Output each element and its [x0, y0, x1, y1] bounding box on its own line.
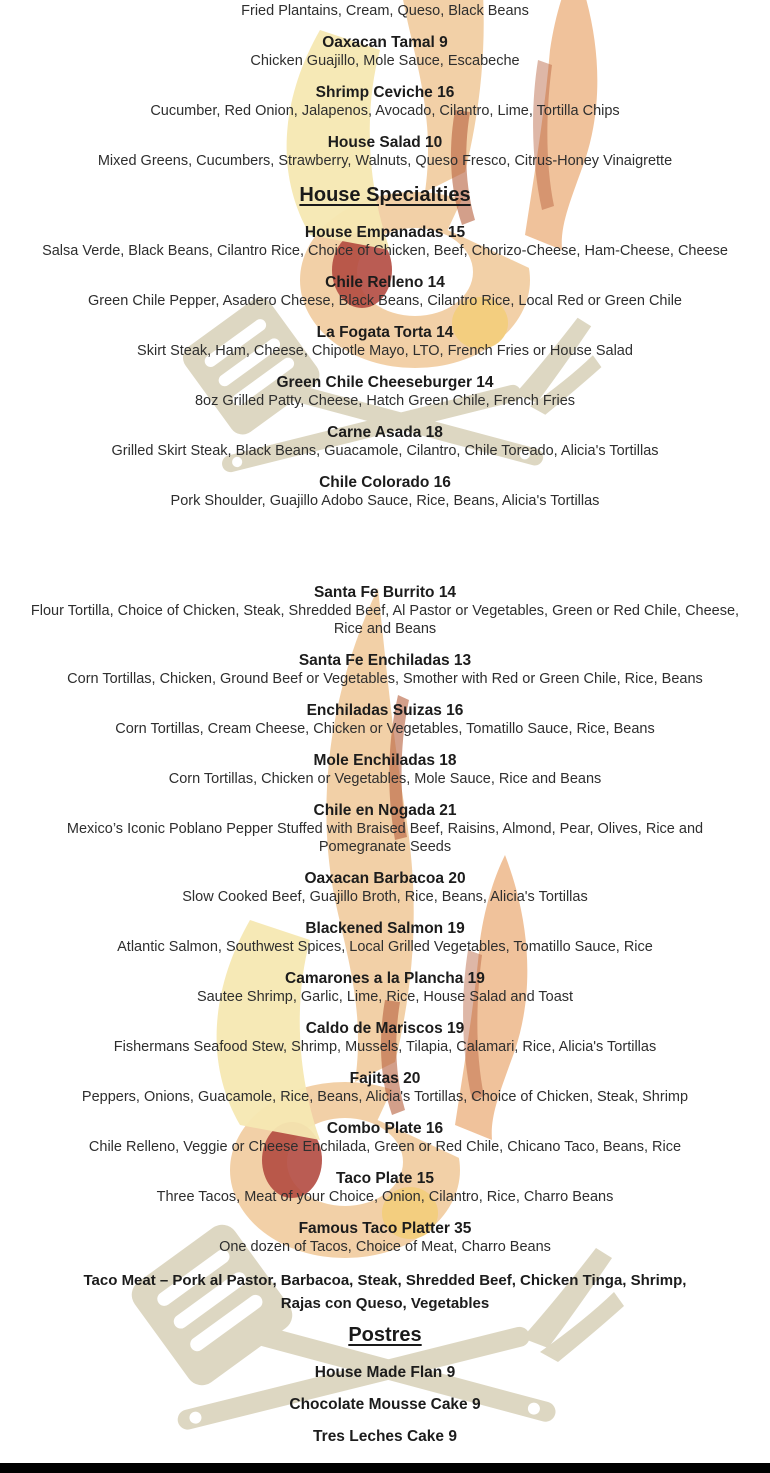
- menu-item-name: Tres Leches Cake 9: [313, 1428, 457, 1445]
- partial-item-description: Fried Plantains, Cream, Queso, Black Beans: [241, 3, 529, 19]
- menu-item-name: Santa Fe Enchiladas 13: [298, 652, 472, 669]
- menu-item: [0, 1119, 770, 1156]
- menu-item-name: House Made Flan 9: [314, 1364, 456, 1381]
- section-heading-postres: Postres: [348, 1324, 422, 1346]
- menu-item-name: Taco Plate 15: [336, 1170, 434, 1187]
- menu-item-description: 8oz Grilled Patty, Cheese, Hatch Green Chile, French Fries: [194, 393, 576, 409]
- menu-item-name: Chocolate Mousse Cake 9: [289, 1396, 481, 1413]
- menu-item-name: Caldo de Mariscos 19: [305, 1020, 465, 1037]
- menu-item: [0, 969, 770, 1006]
- menu-item-name: Fajitas 20: [349, 1070, 421, 1087]
- menu-item-description: Mexico’s Iconic Poblano Pepper Stuffed with Braised Beef, Raisins, Almond, Pear, Olives, Rice and Pomegranate Seeds: [66, 821, 704, 855]
- menu-item: [0, 751, 770, 788]
- menu-item: [0, 83, 770, 120]
- menu-item: [0, 473, 770, 510]
- menu-item-description: Peppers, Onions, Guacamole, Rice, Beans, Alicia's Tortillas, Choice of Chicken, Steak, Shrimp: [81, 1089, 689, 1105]
- menu-item-name: La Fogata Torta 14: [316, 324, 454, 341]
- menu-item: [0, 701, 770, 738]
- menu-item: [0, 919, 770, 956]
- menu-item-name: Blackened Salmon 19: [305, 920, 465, 937]
- menu-item-description: Corn Tortillas, Chicken or Vegetables, Mole Sauce, Rice and Beans: [168, 771, 602, 787]
- menu-item-description: Slow Cooked Beef, Guajillo Broth, Rice, Beans, Alicia's Tortillas: [182, 889, 588, 905]
- menu-item-description: One dozen of Tacos, Choice of Meat, Charro Beans: [219, 1239, 551, 1255]
- menu-item: [0, 1219, 770, 1256]
- menu-item: [0, 423, 770, 460]
- menu-item-description: Skirt Steak, Ham, Cheese, Chipotle Mayo, LTO, French Fries or House Salad: [137, 343, 633, 359]
- menu-item: [0, 1019, 770, 1056]
- menu-item-description: Chicken Guajillo, Mole Sauce, Escabeche: [250, 53, 520, 69]
- menu-item-description: Green Chile Pepper, Asadero Cheese, Black Beans, Cilantro Rice, Local Red or Green Chile: [87, 293, 682, 309]
- menu-item-description: Salsa Verde, Black Beans, Cilantro Rice, Choice of Chicken, Beef, Chorizo-Cheese, Ham-Cheese, Cheese: [42, 243, 728, 259]
- menu-item: [0, 1069, 770, 1106]
- menu-item-name: Combo Plate 16: [326, 1120, 444, 1137]
- menu-item-description: Three Tacos, Meat of your Choice, Onion, Cilantro, Rice, Charro Beans: [156, 1189, 614, 1205]
- menu-item: [0, 801, 770, 856]
- menu-item-description: Pork Shoulder, Guajillo Adobo Sauce, Rice, Beans, Alicia's Tortillas: [170, 493, 600, 509]
- page-break-gap: [0, 523, 770, 583]
- menu-item: [0, 273, 770, 310]
- menu-item-name: Carne Asada 18: [327, 424, 443, 441]
- menu-item-name: Shrimp Ceviche 16: [315, 84, 455, 101]
- menu-item: [0, 869, 770, 906]
- menu-item: [0, 1169, 770, 1206]
- menu-item-description: Flour Tortilla, Choice of Chicken, Steak, Shredded Beef, Al Pastor or Vegetables, Green or Red Chile, Cheese, Rice and Beans: [30, 603, 740, 637]
- menu-item-description: Corn Tortillas, Cream Cheese, Chicken or Vegetables, Tomatillo Sauce, Rice, Beans: [115, 721, 655, 737]
- menu-item: [0, 223, 770, 260]
- taco-meat-note: Taco Meat – Pork al Pastor, Barbacoa, Steak, Shredded Beef, Chicken Tinga, Shrimp, Rajas con Queso, Vegetables: [83, 1272, 687, 1312]
- menu-item-name: Famous Taco Platter 35: [298, 1220, 472, 1237]
- menu-item-name: House Salad 10: [327, 134, 443, 151]
- menu-item: [0, 133, 770, 170]
- menu-item-description: Cucumber, Red Onion, Jalapenos, Avocado, Cilantro, Lime, Tortilla Chips: [150, 103, 620, 119]
- menu-item-description: Chile Relleno, Veggie or Cheese Enchilada, Green or Red Chile, Chicano Taco, Beans, Rice: [88, 1139, 682, 1155]
- section-heading-house-specialties: House Specialties: [299, 184, 471, 206]
- menu-item-description: Sautee Shrimp, Garlic, Lime, Rice, House Salad and Toast: [196, 989, 574, 1005]
- menu-item: [0, 373, 770, 410]
- bottom-border-bar: [0, 1463, 770, 1473]
- menu-item-description: Corn Tortillas, Chicken, Ground Beef or Vegetables, Smother with Red or Green Chile, Rice, Beans: [67, 671, 703, 687]
- menu-item-description: Fishermans Seafood Stew, Shrimp, Mussels, Tilapia, Calamari, Rice, Alicia's Tortillas: [113, 1039, 657, 1055]
- menu-item-description: Mixed Greens, Cucumbers, Strawberry, Walnuts, Queso Fresco, Citrus-Honey Vinaigrette: [97, 153, 673, 169]
- menu-item: [0, 651, 770, 688]
- menu-item-name: House Empanadas 15: [304, 224, 466, 241]
- menu-item-name: Oaxacan Barbacoa 20: [304, 870, 466, 887]
- menu-item: [0, 1395, 770, 1414]
- menu-item-name: Camarones a la Plancha 19: [285, 970, 485, 987]
- menu-item-name: Green Chile Cheeseburger 14: [276, 374, 494, 391]
- menu-item: [0, 1427, 770, 1446]
- menu-item-name: Enchiladas Suizas 16: [306, 702, 464, 719]
- menu-item: [0, 33, 770, 70]
- menu-item-name: Chile Colorado 16: [319, 474, 451, 491]
- menu-item-description: Grilled Skirt Steak, Black Beans, Guacamole, Cilantro, Chile Toreado, Alicia's Tortillas: [111, 443, 659, 459]
- menu-item: [0, 323, 770, 360]
- menu-item-description: Atlantic Salmon, Southwest Spices, Local Grilled Vegetables, Tomatillo Sauce, Rice: [117, 939, 653, 955]
- menu-item: [0, 583, 770, 638]
- menu-item-name: Mole Enchiladas 18: [313, 752, 457, 769]
- menu-item-name: Santa Fe Burrito 14: [313, 584, 457, 601]
- menu-item: [0, 1363, 770, 1382]
- menu-item-name: Chile Relleno 14: [325, 274, 445, 291]
- menu-item-name: Oaxacan Tamal 9: [322, 34, 448, 51]
- menu-item-name: Chile en Nogada 21: [313, 802, 457, 819]
